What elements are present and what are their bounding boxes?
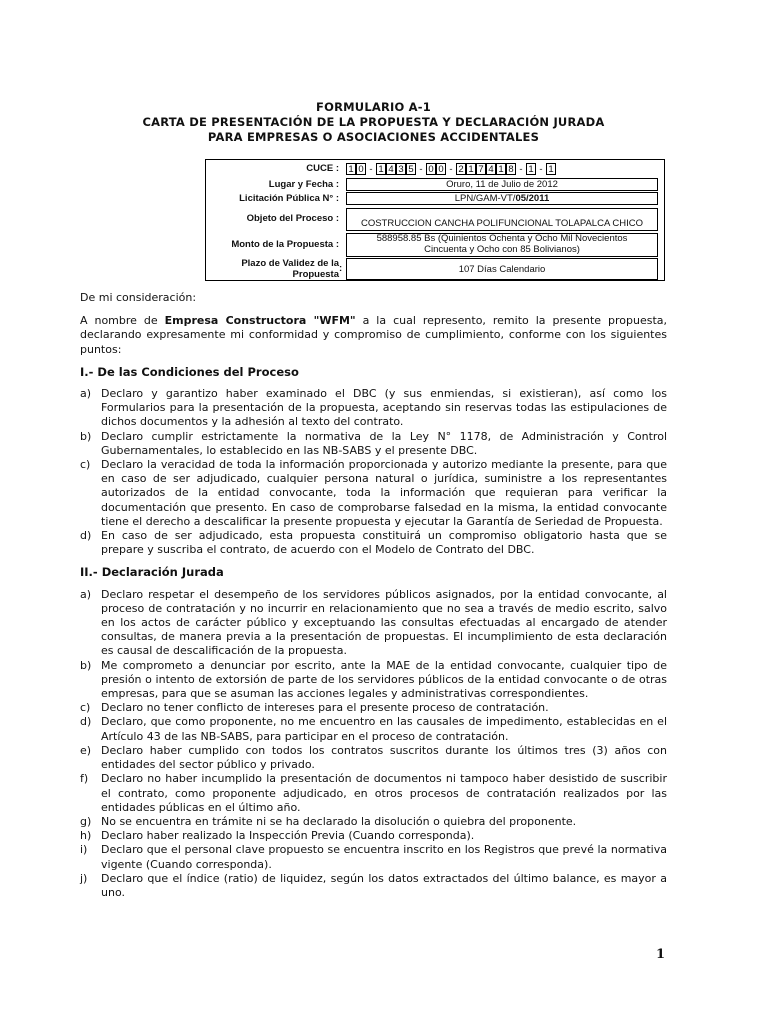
form-number: FORMULARIO A-1 xyxy=(316,100,431,114)
company-name: Empresa Constructora "WFM" xyxy=(164,314,356,328)
page-number: 1 xyxy=(655,947,665,962)
cuce-digit-box: 1 xyxy=(466,163,476,175)
cuce-digit-box: 1 xyxy=(496,163,506,175)
list-item-letter: j) xyxy=(80,871,88,885)
licitacion-label: Licitación Pública N° : xyxy=(239,193,339,204)
objeto-row xyxy=(206,208,664,232)
list-item-text: Declaro no haber incumplido la presentación de documentos ni tampoco haber desistido de suscribir el contrato, como proponente adjudicado, en otros procesos de contratación realizados por las entidades públicas en el último año. xyxy=(101,772,667,814)
list-item-text: Declaro haber realizado la Inspección Previa (Cuando corresponda). xyxy=(101,829,475,843)
list-item-text: Declaro la veracidad de toda la información proporcionada y autorizo mediante la presente, para que en caso de ser adjudicado, cualquier persona natural o jurídica, suministre a los representantes autorizados de la entidad convocante, toda la información que requieran para verificar la documentación que presento. En caso de comprobarse falsedad en la misma, la entidad convocante tiene el derecho a descalificar la presente propuesta y ejecutar la Garantía de Seriedad de Propuesta. xyxy=(101,458,667,528)
monto-value-line-1: 588958.85 Bs (Quinientos Ochenta y Ocho Mil Novecientos xyxy=(376,233,628,244)
list-item-letter: a) xyxy=(80,387,92,401)
plazo-label xyxy=(206,258,339,280)
section-1-title: I.- De las Condiciones del Proceso xyxy=(80,364,299,379)
section-2-list xyxy=(80,588,667,900)
plazo-label-line-1: Plazo de Validez de la xyxy=(241,258,339,269)
list-item xyxy=(80,588,667,659)
cuce-label: CUCE : xyxy=(306,163,339,174)
cuce-digit-box: 0 xyxy=(356,163,366,175)
licitacion-row xyxy=(206,192,664,206)
list-item xyxy=(80,715,667,743)
list-item-text: En caso de ser adjudicado, esta propuesta constituirá un compromiso obligatorio hasta que se prepare y suscriba el contrato, de acuerdo con el Modelo de Contrato del DBC. xyxy=(101,529,667,557)
list-item xyxy=(80,843,667,871)
objeto-value: COSTRUCCION CANCHA POLIFUNCIONAL TOLAPALCA CHICO xyxy=(346,208,658,231)
monto-value xyxy=(346,233,658,257)
cuce-digit-box: 1 xyxy=(346,163,356,175)
cuce-digit-box: 7 xyxy=(476,163,486,175)
document-page xyxy=(80,100,667,900)
list-item-letter: g) xyxy=(80,814,92,828)
list-item-text: Declaro y garantizo haber examinado el DBC (y sus enmiendas, si existieran), así como los Formularios para la presentación de la propuesta, aceptando sin reservas todas las estipulaciones de dichos documentos y la adhesión al texto del contrato. xyxy=(101,387,667,429)
list-item xyxy=(80,387,667,430)
list-item-letter: b) xyxy=(80,658,92,672)
cuce-code xyxy=(346,163,556,175)
plazo-label-line-2: Propuesta xyxy=(292,269,339,280)
form-title xyxy=(80,100,667,145)
cuce-digit-box: 1 xyxy=(546,163,556,175)
form-heading-line-1: CARTA DE PRESENTACIÓN DE LA PROPUESTA Y DECLARACIÓN JURADA xyxy=(142,115,605,129)
list-item-letter: c) xyxy=(80,701,91,715)
cuce-digit-box: 8 xyxy=(506,163,516,175)
cuce-digit-box: 3 xyxy=(396,163,406,175)
list-item-letter: h) xyxy=(80,829,92,843)
list-item-letter: i) xyxy=(80,843,88,857)
licitacion-value xyxy=(346,192,658,205)
intro-paragraph xyxy=(80,314,667,357)
form-heading-line-2: PARA EMPRESAS O ASOCIACIONES ACCIDENTALES xyxy=(207,130,540,144)
plazo-row xyxy=(206,258,664,282)
monto-value-line-2: Cincuenta y Ocho con 85 Bolivianos) xyxy=(424,243,580,255)
cuce-digit-box: 5 xyxy=(406,163,416,175)
cuce-digit-box: 1 xyxy=(376,163,386,175)
licitacion-number: 05/2011 xyxy=(515,193,550,204)
list-item xyxy=(80,815,667,829)
list-item xyxy=(80,772,667,815)
cuce-separator: - xyxy=(419,163,423,175)
letter-body xyxy=(80,291,667,900)
cuce-digit-box: 4 xyxy=(386,163,396,175)
list-item xyxy=(80,430,667,458)
list-item xyxy=(80,659,667,702)
lugar-row xyxy=(206,178,664,192)
list-item xyxy=(80,529,667,557)
intro-text-2: a la cual represento, remito la presente propuesta, declarando expresamente mi conformidad y compromiso de cumplimiento, conforme con los siguientes puntos: xyxy=(80,314,667,356)
list-item-text: Declaro haber cumplido con todos los contratos suscritos durante los últimos tres (3) años con entidades del sector público y privado. xyxy=(101,743,667,772)
plazo-value: 107 Días Calendario xyxy=(346,258,658,280)
lugar-value: Oruro, 11 de Julio de 2012 xyxy=(346,178,658,191)
cuce-digit-box: 0 xyxy=(426,163,436,175)
list-item-text: Me comprometo a denunciar por escrito, ante la MAE de la entidad convocante, cualquier tipo de presión o intento de extorsión de parte de los servidores públicos de la entidad convocante o de otras empresas, para que se asuman las acciones legales y administrativas correspondientes. xyxy=(101,658,667,701)
cuce-digit-box: 1 xyxy=(526,163,536,175)
monto-label: Monto de la Propuesta : xyxy=(231,239,339,250)
cuce-digit-box: 0 xyxy=(436,163,446,175)
list-item-letter: c) xyxy=(80,458,91,472)
monto-row xyxy=(206,233,664,257)
list-item-text: Declaro que el índice (ratio) de liquidez, según los datos extractados del último balance, es mayor a uno. xyxy=(101,871,667,899)
list-item-text: Declaro que el personal clave propuesto se encuentra inscrito en los Registros que prevé la normativa vigente (Cuando corresponda). xyxy=(101,843,667,871)
list-item-text: Declaro respetar el desempeño de los servidores públicos asignados, por la entidad convocante, al proceso de contratación y no incurrir en relacionamiento que no sea a través de medio escrito, salvo en los actos de carácter público y exceptuando las consultas efectuadas al encargado de atender consultas, de manera previa a la presentación de propuestas. El incumplimiento de esta declaración es causal de descalificación de la propuesta. xyxy=(101,587,667,658)
plazo-colon: : xyxy=(339,263,343,274)
section-1-list xyxy=(80,387,667,557)
objeto-label: Objeto del Proceso : xyxy=(246,213,339,224)
cuce-separator: - xyxy=(369,163,373,175)
cuce-digit-box: 2 xyxy=(456,163,466,175)
list-item-letter: b) xyxy=(80,429,92,443)
licitacion-prefix: LPN/GAM-VT/ xyxy=(454,193,516,204)
cuce-separator: - xyxy=(449,163,453,175)
cuce-digit-box: 4 xyxy=(486,163,496,175)
list-item-text: Declaro, que como proponente, no me encuentro en las causales de impedimento, establecidas en el Artículo 43 de las NB-SABS, para participar en el proceso de contratación. xyxy=(101,715,667,743)
list-item-text: No se encuentra en trámite ni se ha declarado la disolución o quiebra del proponente. xyxy=(101,814,577,828)
list-item-text: Declaro cumplir estrictamente la normativa de la Ley N° 1178, de Administración y Control Gubernamentales, lo establecido en las NB-SABS y el presente DBC. xyxy=(101,429,667,457)
list-item-letter: d) xyxy=(80,529,92,543)
list-item xyxy=(80,872,667,900)
cuce-row xyxy=(206,163,664,177)
list-item xyxy=(80,458,667,529)
list-item-letter: d) xyxy=(80,715,92,729)
list-item xyxy=(80,744,667,772)
process-info-box xyxy=(205,159,665,281)
section-2-title: II.- Declaración Jurada xyxy=(80,565,224,580)
list-item-letter: f) xyxy=(80,772,89,786)
list-item-text: Declaro no tener conflicto de intereses para el presente proceso de contratación. xyxy=(101,701,549,715)
list-item-letter: e) xyxy=(80,743,92,757)
cuce-separator: - xyxy=(519,163,523,175)
cuce-separator: - xyxy=(539,163,543,175)
list-item xyxy=(80,829,667,843)
intro-text-1: A nombre de xyxy=(80,314,165,328)
list-item xyxy=(80,701,667,715)
list-item-letter: a) xyxy=(80,587,92,601)
greeting: De mi consideración: xyxy=(80,291,197,304)
lugar-label: Lugar y Fecha : xyxy=(268,179,339,190)
